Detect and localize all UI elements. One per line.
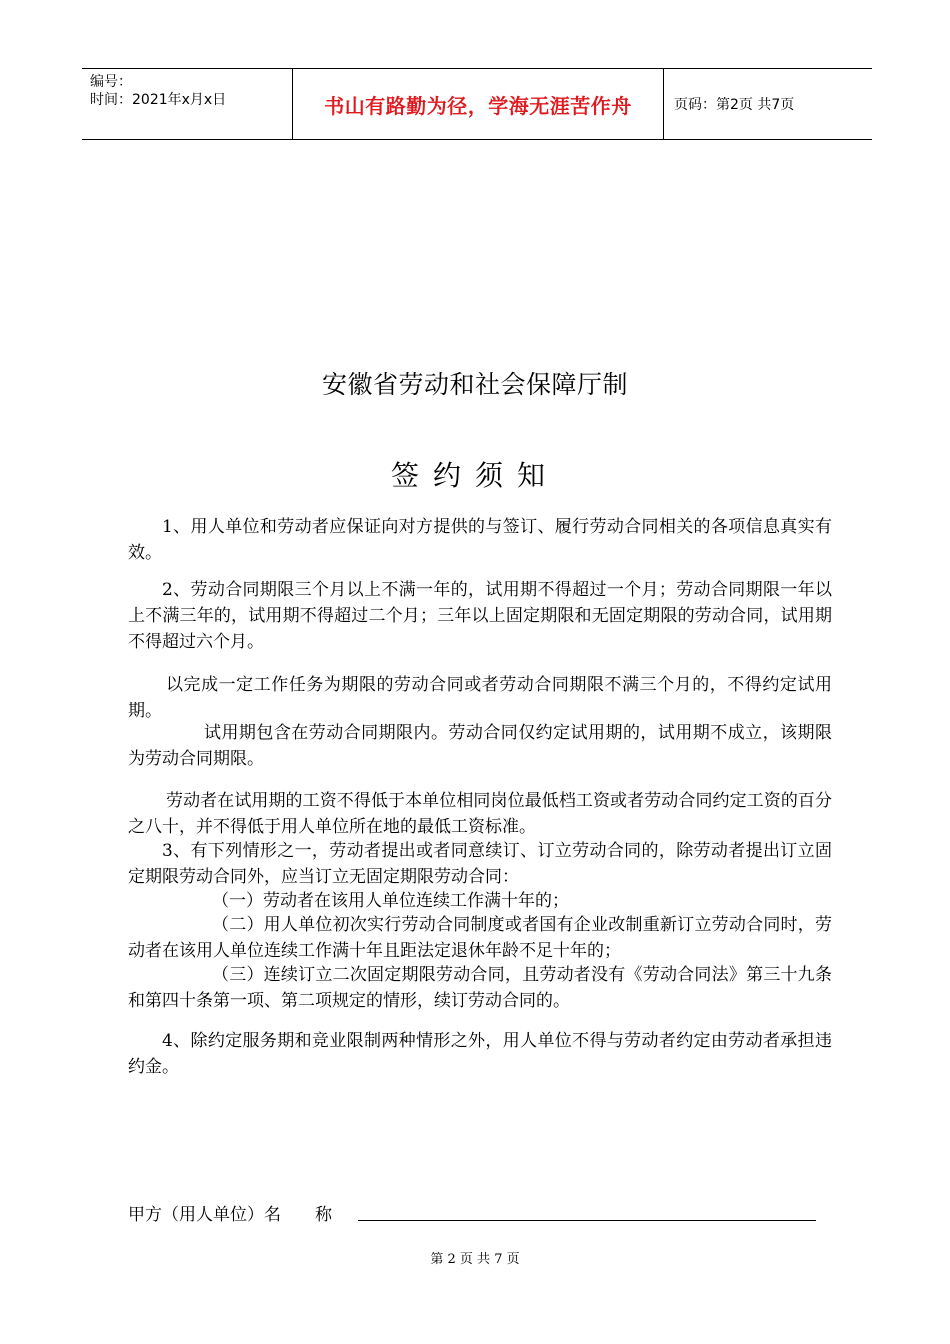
paragraph-8: （二）用人单位初次实行劳动合同制度或者国有企业改制重新订立劳动合同时，劳动者在该用人单位连续工作满十年且距法定退休年龄不足十年的； — [128, 915, 832, 961]
paragraph-7: （一）劳动者在该用人单位连续工作满十年的； — [212, 891, 569, 911]
page-number: 第 2 页 共 7 页 — [430, 1252, 520, 1267]
paragraph-9: （三）连续订立二次固定期限劳动合同，且劳动者没有《劳动合同法》第三十九条和第四十条第一项、第二项规定的情形，续订劳动合同的。 — [128, 965, 832, 1011]
paragraph-1: 1、用人单位和劳动者应保证向对方提供的与签订、履行劳动合同相关的各项信息真实有效。 — [128, 517, 832, 563]
time-label: 时间：2021年x月x日 — [90, 92, 227, 108]
document-header — [82, 68, 872, 140]
paragraph-10: 4、除约定服务期和竞业限制两种情形之外，用人单位不得与劳动者约定由劳动者承担违约金。 — [128, 1031, 832, 1077]
signature-underline[interactable] — [358, 1220, 816, 1221]
document-title: 签约须知 — [390, 459, 559, 492]
header-page-info: 页码：第2页 共7页 — [664, 69, 873, 140]
paragraph-2: 2、劳动合同期限三个月以上不满一年的，试用期不得超过一个月；劳动合同期限一年以上不满三年的，试用期不得超过二个月；三年以上固定期限和无固定期限的劳动合同，试用期不得超过六个月。 — [128, 580, 832, 652]
paragraph-6: 3、有下列情形之一，劳动者提出或者同意续订、订立劳动合同的，除劳动者提出订立固定期限劳动合同外，应当订立无固定期限劳动合同： — [128, 841, 832, 887]
issuing-organization: 安徽省劳动和社会保障厅制 — [321, 370, 628, 399]
number-label: 编号： — [90, 74, 132, 90]
header-motto: 书山有路勤为径，学海无涯苦作舟 — [293, 69, 664, 140]
paragraph-4: 试用期包含在劳动合同期限内。劳动合同仅约定试用期的，试用期不成立，该期限为劳动合同期限。 — [128, 723, 832, 769]
signature-label: 甲方（用人单位）名 称 — [128, 1205, 332, 1225]
header-left-cell — [82, 69, 293, 140]
paragraph-3: 以完成一定工作任务为期限的劳动合同或者劳动合同期限不满三个月的，不得约定试用期。 — [128, 675, 832, 721]
paragraph-5: 劳动者在试用期的工资不得低于本单位相同岗位最低档工资或者劳动合同约定工资的百分之八十，并不得低于用人单位所在地的最低工资标准。 — [128, 791, 832, 837]
